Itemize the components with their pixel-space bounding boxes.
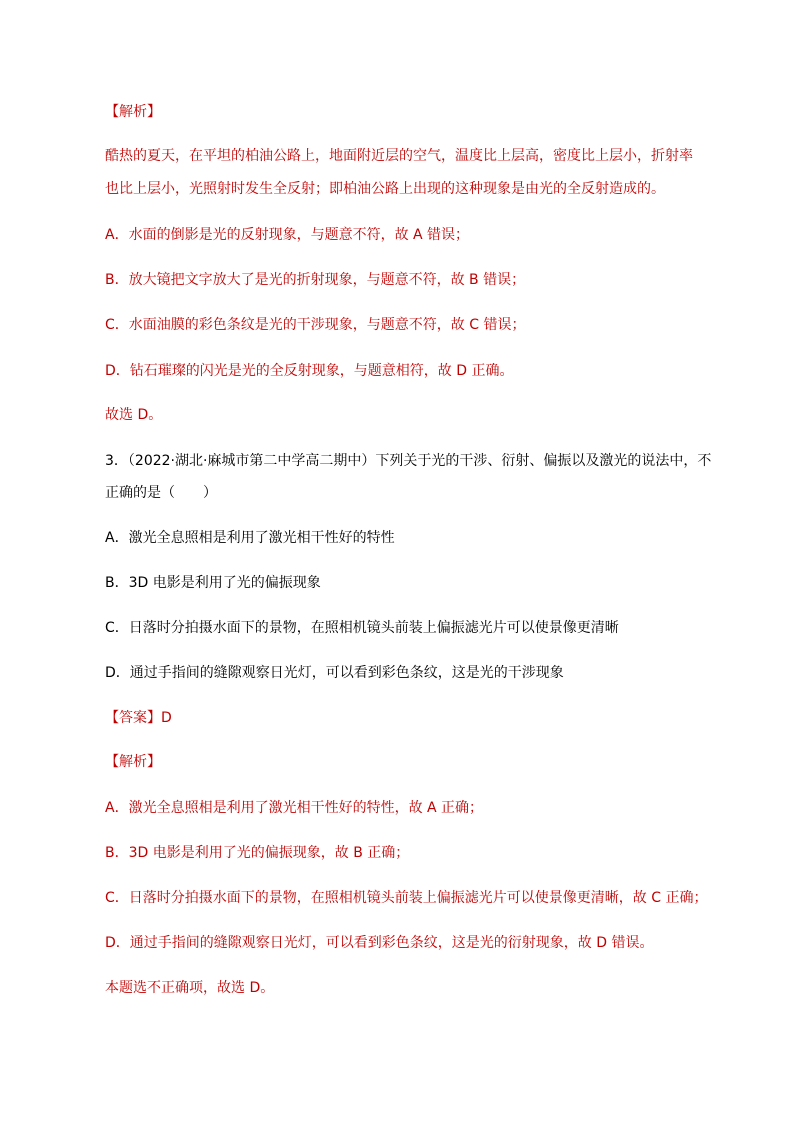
analysis-1-option-b: B．放大镜把文字放大了是光的折射现象，与题意不符，故 B 错误； xyxy=(105,272,526,288)
answer-line: 【答案】D xyxy=(105,710,172,726)
question-3-option-b: B．3D 电影是利用了光的偏振现象 xyxy=(105,575,321,591)
analysis-1-option-a: A．水面的倒影是光的反射现象，与题意不符，故 A 错误； xyxy=(105,227,470,243)
analysis-2-conclusion: 本题选不正确项，故选 D。 xyxy=(105,980,275,996)
question-3-option-c: C．日落时分拍摄水面下的景物，在照相机镜头前装上偏振滤光片可以使景像更清晰 xyxy=(105,620,619,636)
analysis-1-conclusion: 故选 D。 xyxy=(105,407,163,423)
analysis-2-option-a: A．激光全息照相是利用了激光相干性好的特性，故 A 正确； xyxy=(105,800,484,816)
analysis-1-option-d: D．钻石璀璨的闪光是光的全反射现象，与题意相符，故 D 正确。 xyxy=(105,363,514,379)
analysis-2-option-c: C．日落时分拍摄水面下的景物，在照相机镜头前装上偏振滤光片可以使景像更清晰，故 C 正确； xyxy=(105,890,708,906)
question-3-option-a: A．激光全息照相是利用了激光相干性好的特性 xyxy=(105,530,395,546)
analysis-heading-1: 【解析】 xyxy=(105,104,161,120)
analysis-1-paragraph-line-1: 酷热的夏天，在平坦的柏油公路上，地面附近层的空气，温度比上层高，密度比上层小，折射率 xyxy=(105,148,693,164)
question-3-option-d: D．通过手指间的缝隙观察日光灯，可以看到彩色条纹，这是光的干涉现象 xyxy=(105,665,564,681)
question-3-stem-line-2: 正确的是（ ） xyxy=(105,485,217,501)
analysis-2-option-d: D．通过手指间的缝隙观察日光灯，可以看到彩色条纹，这是光的衍射现象，故 D 错误。 xyxy=(105,935,654,951)
question-3-stem-line-1: 3．（2022·湖北·麻城市第二中学高二期中）下列关于光的干涉、衍射、偏振以及激光的说法中，不 xyxy=(105,453,712,469)
analysis-1-option-c: C．水面油膜的彩色条纹是光的干涉现象，与题意不符，故 C 错误； xyxy=(105,317,526,333)
analysis-heading-2: 【解析】 xyxy=(105,754,161,770)
analysis-2-option-b: B．3D 电影是利用了光的偏振现象，故 B 正确； xyxy=(105,845,410,861)
analysis-1-paragraph-line-2: 也比上层小，光照射时发生全反射；即柏油公路上出现的这种现象是由光的全反射造成的。 xyxy=(105,181,665,197)
